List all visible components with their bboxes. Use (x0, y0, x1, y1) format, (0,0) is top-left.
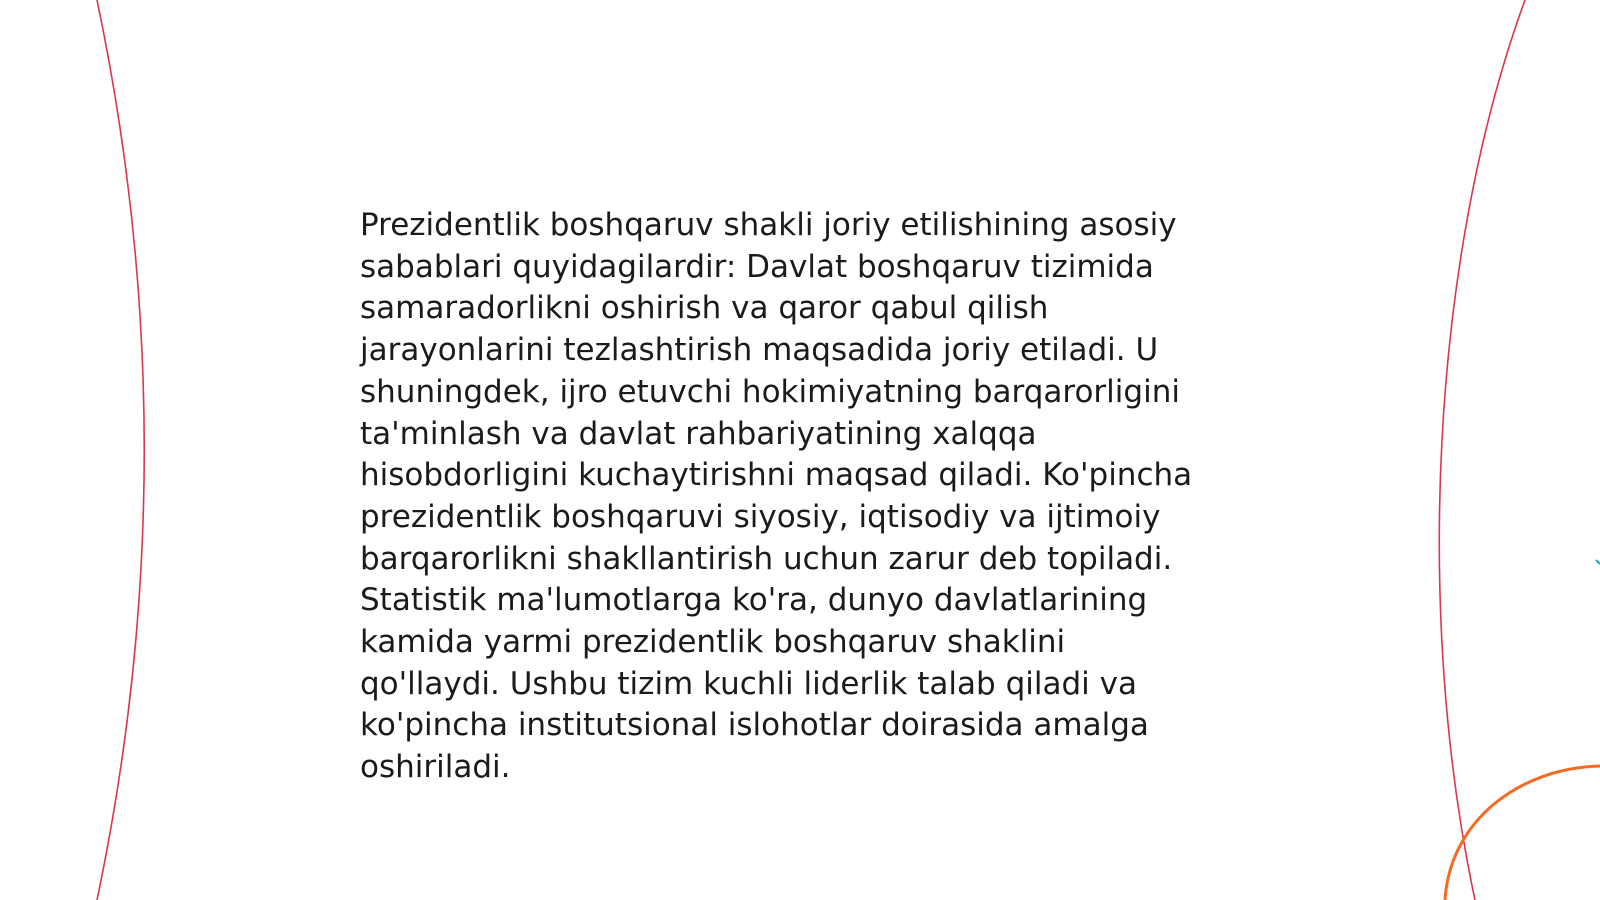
text-line: ta'minlash va davlat rahbariyatining xalqqa (360, 415, 1037, 452)
right-curve-decoration (1439, 0, 1525, 900)
text-line: sabablari quyidagilardir: Davlat boshqaruv tizimida (360, 248, 1154, 285)
text-line: hisobdorligini kuchaytirishni maqsad qiladi. Ko'pincha (360, 457, 1193, 494)
teal-mark-decoration (1596, 560, 1600, 564)
text-line: Prezidentlik boshqaruv shakli joriy etilishining asosiy (360, 207, 1177, 243)
text-line: barqarorlikni shakllantirish uchun zarur deb topiladi. (360, 540, 1173, 577)
text-line: prezidentlik boshqaruvi siyosiy, iqtisodiy va ijtimoiy (360, 498, 1161, 535)
text-line: samaradorlikni oshirish va qaror qabul qilish (360, 290, 1049, 327)
text-line: oshiriladi. (360, 749, 511, 786)
text-line: kamida yarmi prezidentlik boshqaruv shaklini (360, 624, 1066, 661)
text-line: Statistik ma'lumotlarga ko'ra, dunyo davlatlarining (360, 582, 1148, 619)
text-line: qo'llaydi. Ushbu tizim kuchli liderlik talab qiladi va (360, 665, 1137, 702)
text-line: shuningdek, ijro etuvchi hokimiyatning barqarorligini (360, 373, 1180, 410)
orange-arc-decoration (1445, 766, 1600, 900)
text-line: ko'pincha institutsional islohotlar doirasida amalga (360, 707, 1149, 744)
slide-body-text (360, 205, 1260, 789)
left-curve-decoration (97, 0, 144, 900)
text-line: jarayonlarini tezlashtirish maqsadida joriy etiladi. U (360, 332, 1159, 369)
